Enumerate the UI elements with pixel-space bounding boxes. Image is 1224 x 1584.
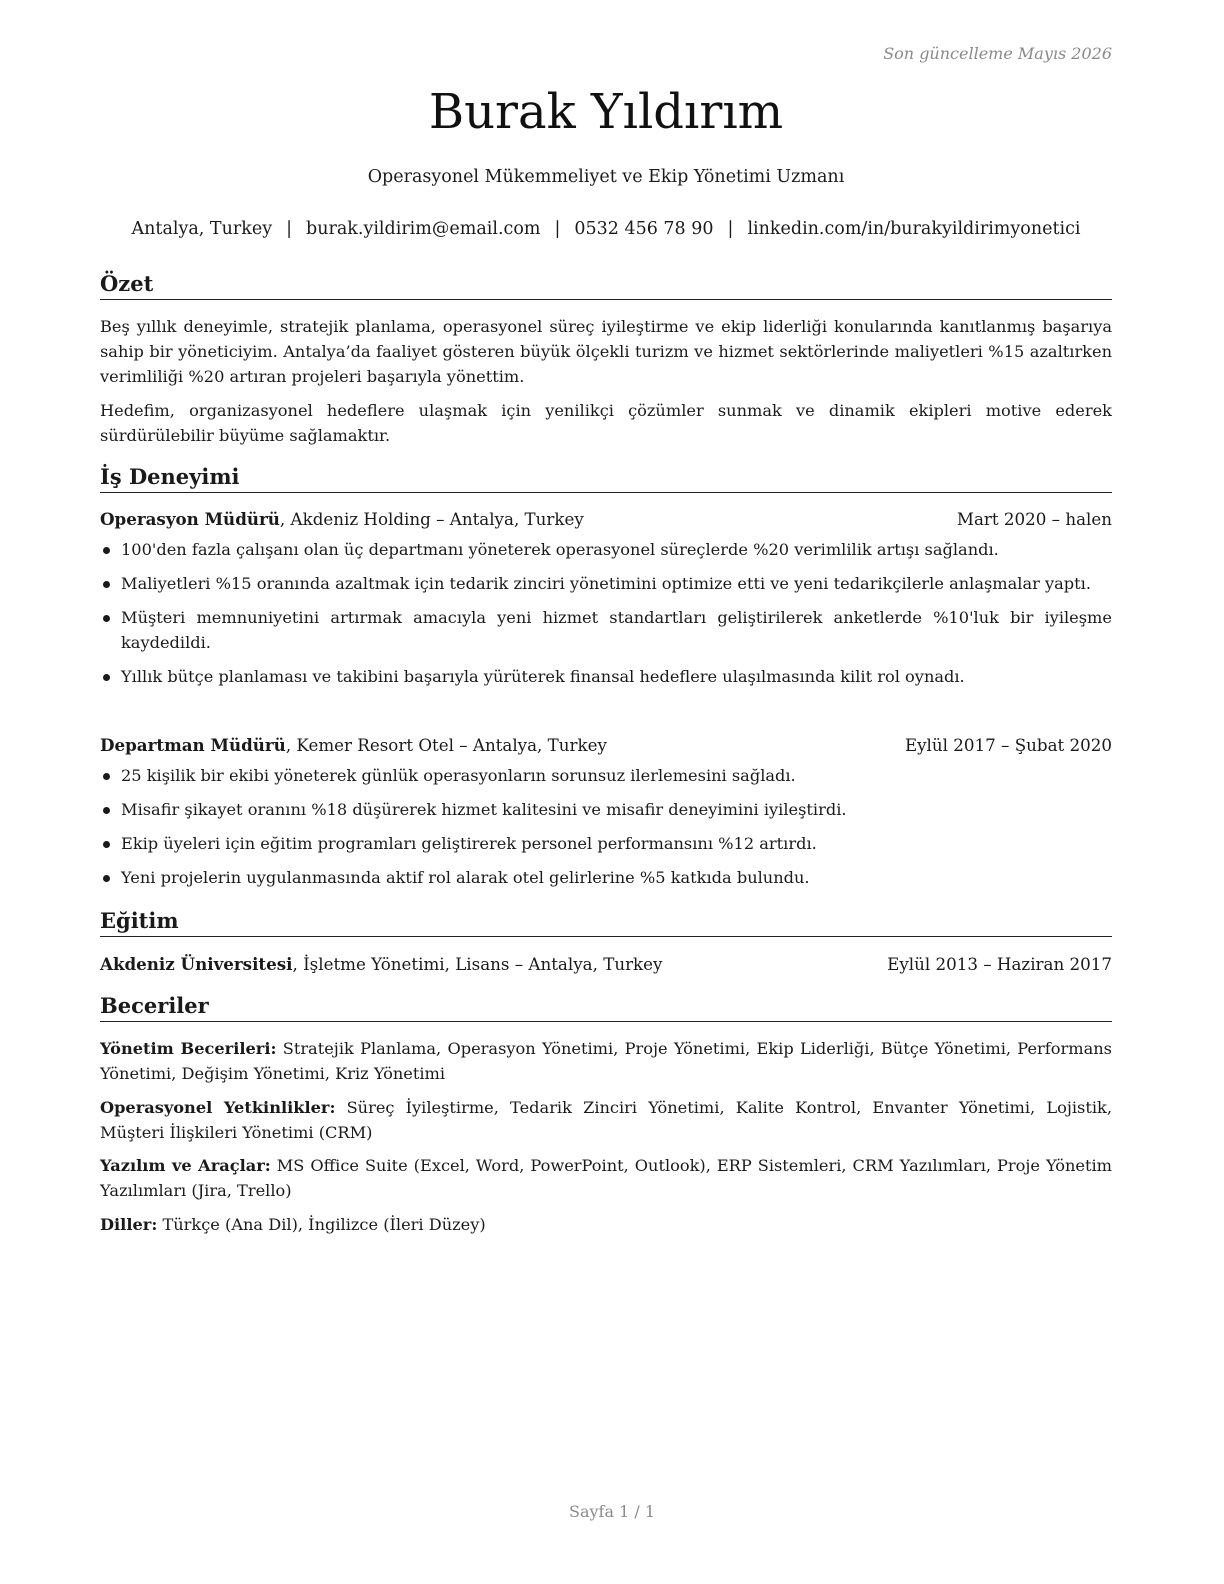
achievement-item: Yeni projelerin uygulanmasında aktif rol alarak otel gelirlerine %5 katkıda bulundu. [100, 865, 1112, 890]
summary-paragraph: Hedefim, organizasyonel hedeflere ulaşmak için yenilikçi çözümler sunmak ve dinamik ekipleri motive ederek sürdürülebilir büyüme sağlamaktır. [100, 401, 1112, 445]
job-achievements [100, 763, 1112, 899]
contact-separator: | [286, 219, 292, 239]
skill-group [100, 1036, 1112, 1086]
experience-heading: İş Deneyimi [100, 464, 1112, 493]
candidate-headline: Operasyonel Mükemmeliyet ve Ekip Yönetimi Uzmanı [367, 167, 845, 187]
page-number: Sayfa 1 / 1 [568, 1502, 655, 1521]
achievement-item: Misafir şikayet oranını %18 düşürerek hizmet kalitesini ve misafir deneyimini iyileştirdi. [100, 797, 1112, 822]
achievement-item: Yıllık bütçe planlaması ve takibini başarıyla yürüterek finansal hedeflere ulaşılmasında kilit rol oynadı. [100, 664, 1112, 689]
achievement-item: 100'den fazla çalışanı olan üç departmanı yöneterek operasyonel süreçlerde %20 verimlilik artışı sağlandı. [100, 537, 1112, 562]
education-entry [100, 952, 1112, 977]
skill-group-text: Süreç İyileştirme, Tedarik Zinciri Yönetimi, Kalite Kontrol, Envanter Yönetimi, Lojistik, Müşteri İlişkileri Yönetimi (CRM) [100, 1098, 1112, 1142]
education-school: Akdeniz Üniversitesi [100, 954, 293, 974]
contact-separator: | [727, 219, 734, 239]
job-dates: Mart 2020 – halen [956, 509, 1112, 529]
contact-linkedin-link[interactable]: linkedin.com/in/burakyildirimyonetici [747, 219, 1081, 239]
job-header [100, 507, 1112, 532]
skill-group [100, 1212, 1112, 1237]
job-header [100, 733, 1112, 758]
skill-group [100, 1095, 1112, 1145]
education-dates: Eylül 2013 – Haziran 2017 [887, 954, 1112, 974]
job-role: Departman Müdürü [100, 735, 286, 755]
skill-group-text: Türkçe (Ana Dil), İngilizce (İleri Düzey) [157, 1215, 486, 1234]
achievement-item: Ekip üyeleri için eğitim programları geliştirerek personel performansını %12 artırdı. [100, 831, 1112, 856]
job-role: Operasyon Müdürü [100, 509, 280, 529]
achievement-item: Maliyetleri %15 oranında azaltmak için tedarik zinciri yönetimini optimize etti ve yeni tedarikçilerle anlaşmalar yaptı. [100, 571, 1112, 596]
summary-paragraph: Beş yıllık deneyimle, stratejik planlama, operasyonel süreç iyileştirme ve ekip liderliği konularında kanıtlanmış başarıya sahip bir yöneticiyim. Antalya’da faaliyet gösteren büyük ölçekli turizm ve hizmet sektörlerinde maliyetleri %15 azaltırken verimliliği %20 artıran projeleri başarıyla yönettim. [100, 317, 1112, 386]
skill-group-text: MS Office Suite (Excel, Word, PowerPoint, Outlook), ERP Sistemleri, CRM Yazılımları, Proje Yönetim Yazılımları (Jira, Trello) [100, 1156, 1113, 1200]
job-dates: Eylül 2017 – Şubat 2020 [904, 735, 1112, 755]
skill-group-label: Yazılım ve Araçlar: [100, 1156, 271, 1175]
achievement-item: Müşteri memnuniyetini artırmak amacıyla yeni hizmet standartları geliştirilerek anketlerde %10'luk bir iyileşme kaydedildi. [100, 605, 1112, 655]
skills-heading: Beceriler [100, 993, 1112, 1022]
skill-group [100, 1153, 1112, 1203]
contact-location: Antalya, Turkey [131, 219, 273, 239]
summary-heading: Özet [100, 271, 1112, 300]
skill-group-label: Yönetim Becerileri: [100, 1039, 277, 1058]
contact-email[interactable]: burak.yildirim@email.com [306, 219, 541, 239]
job-achievements [100, 537, 1112, 698]
candidate-name: Burak Yıldırım [428, 84, 784, 140]
skill-group-label: Operasyonel Yetkinlikler: [100, 1098, 336, 1117]
contact-phone[interactable]: 0532 456 78 90 [574, 219, 714, 239]
last-updated: Son güncelleme Mayıs 2026 [883, 44, 1112, 63]
contact-separator: | [554, 219, 561, 239]
job-organization: , Kemer Resort Otel – Antalya, Turkey [285, 735, 607, 755]
achievement-item: 25 kişilik bir ekibi yöneterek günlük operasyonların sorunsuz ilerlemesini sağladı. [100, 763, 1112, 788]
skill-group-text: Stratejik Planlama, Operasyon Yönetimi, Proje Yönetimi, Ekip Liderliği, Bütçe Yönetimi, Performans Yönetimi, Değişim Yönetimi, Kriz Yönetimi [100, 1039, 1112, 1083]
contact-line [100, 219, 1112, 239]
education-detail: , İşletme Yönetimi, Lisans – Antalya, Turkey [292, 954, 663, 974]
education-heading: Eğitim [100, 908, 1112, 937]
skill-group-label: Diller: [100, 1215, 158, 1234]
job-organization: , Akdeniz Holding – Antalya, Turkey [279, 509, 584, 529]
